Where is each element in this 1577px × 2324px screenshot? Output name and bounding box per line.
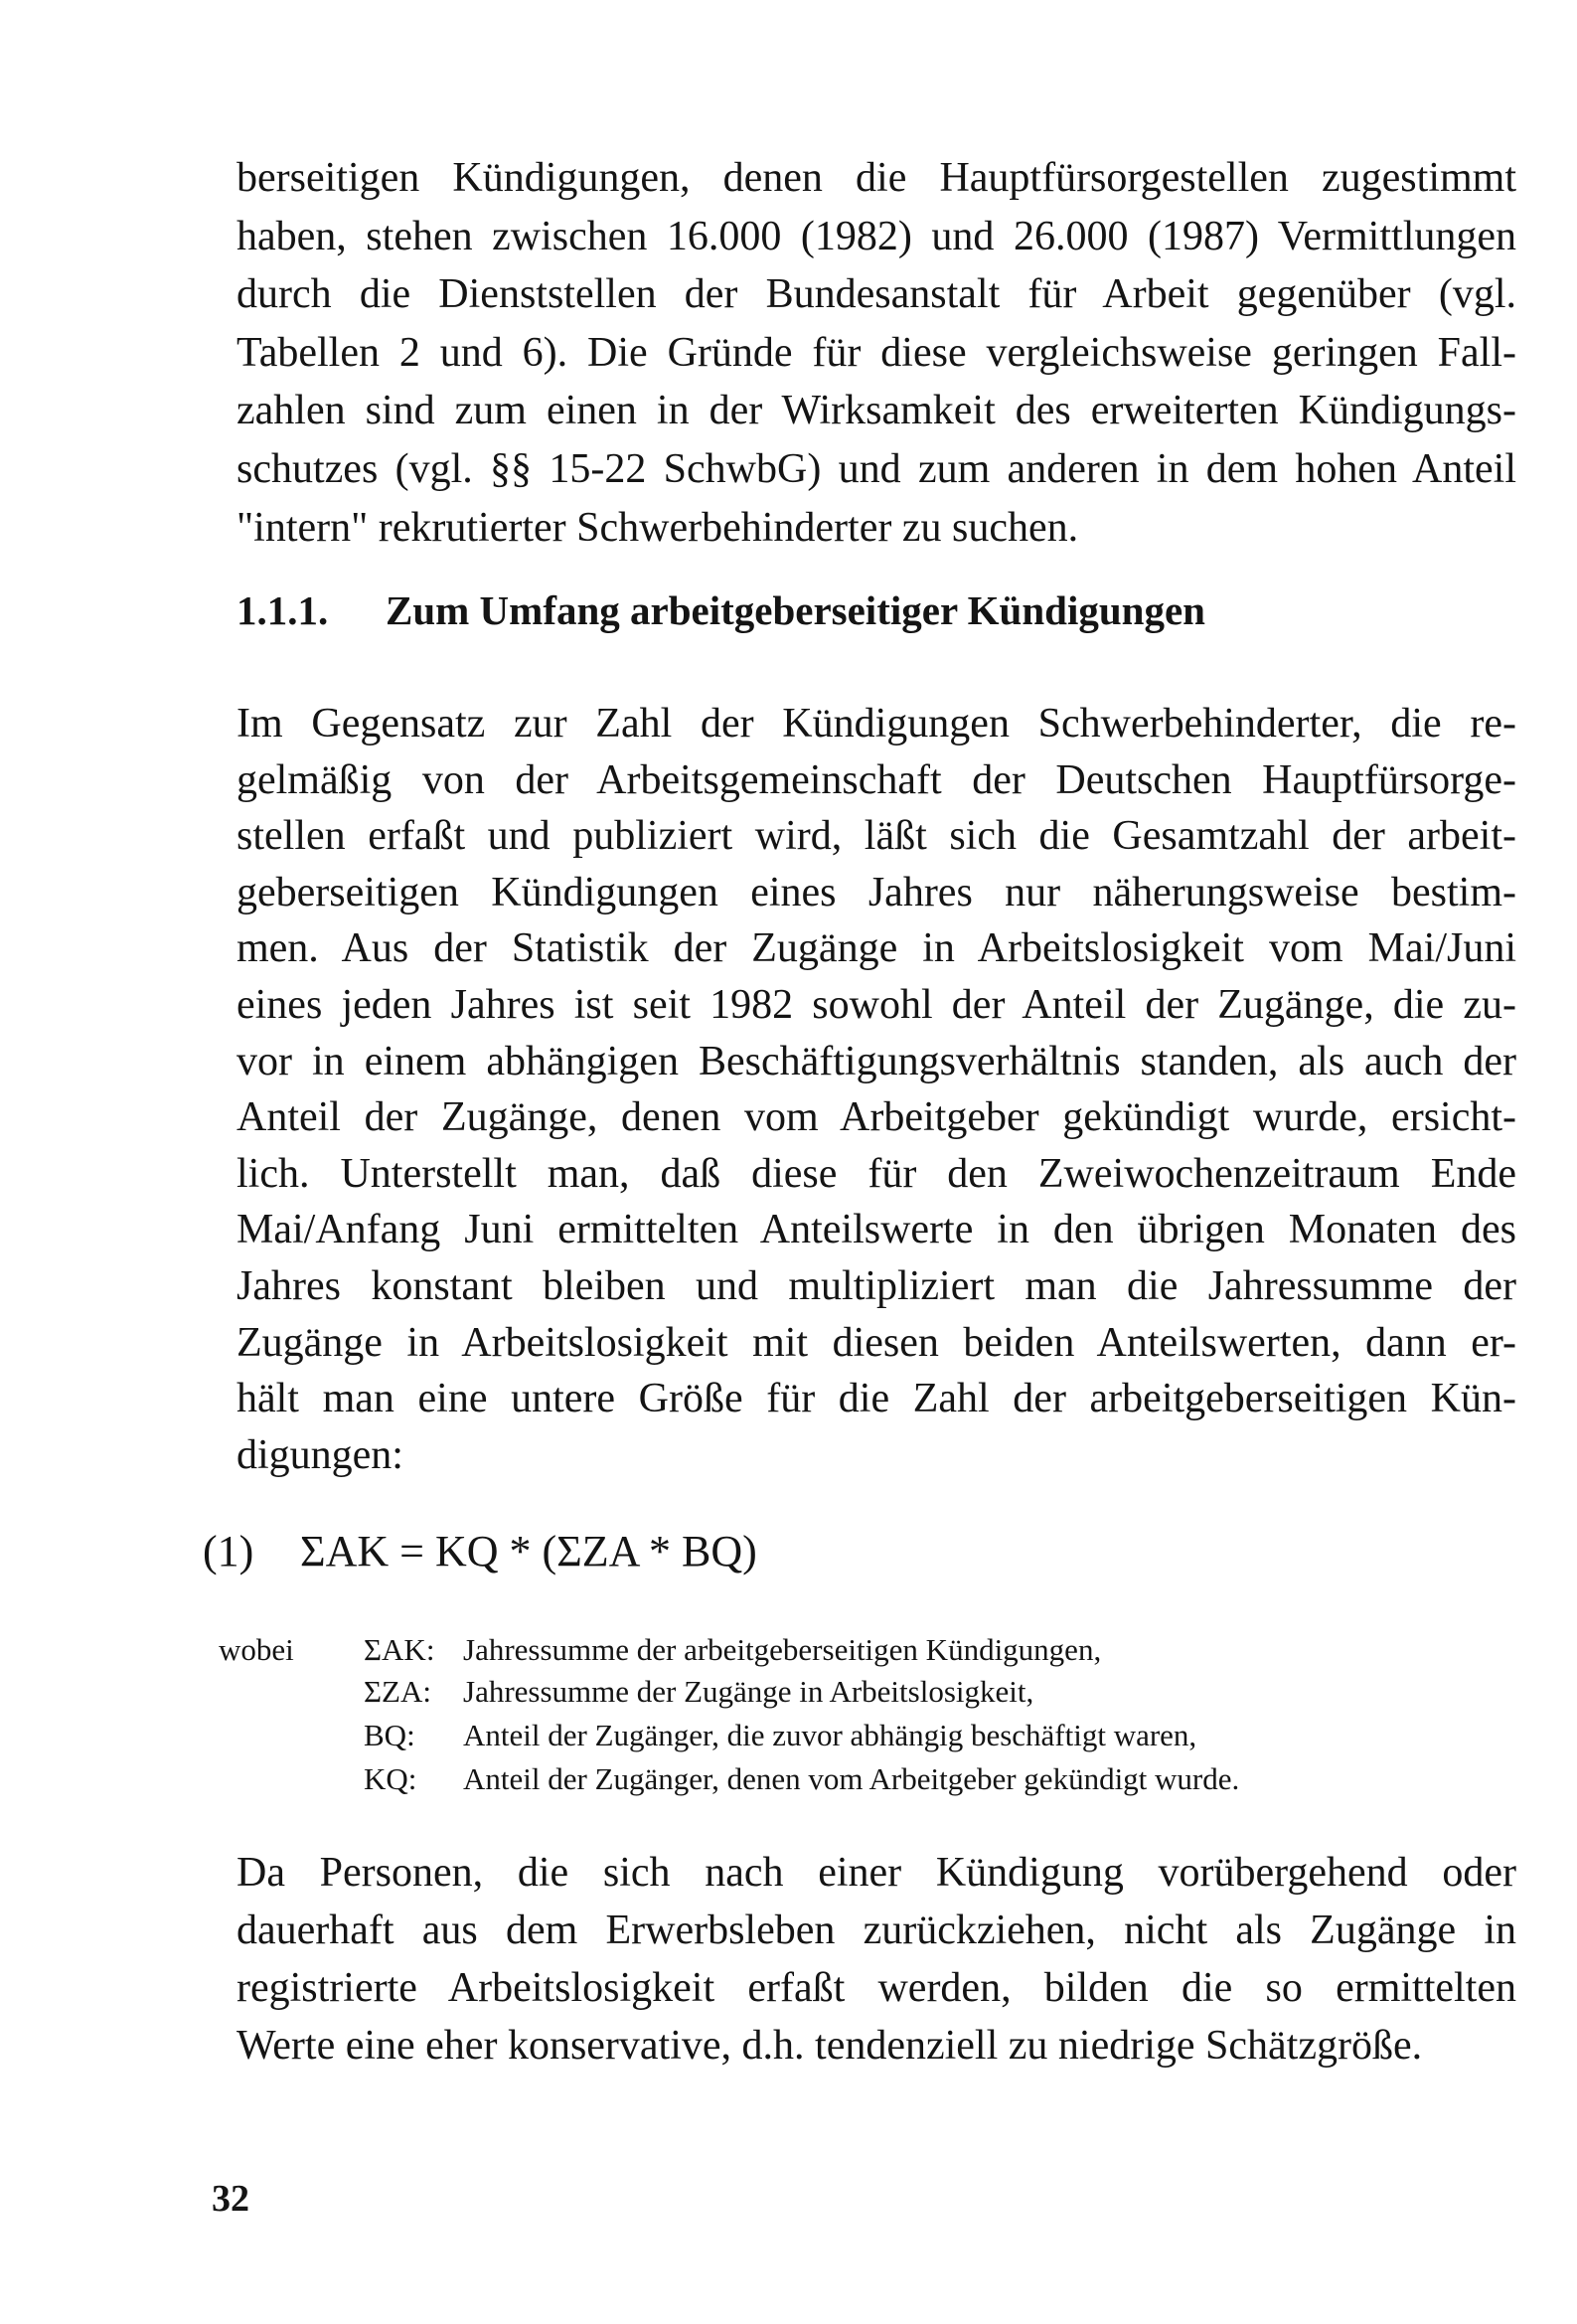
- definition-item: [364, 1757, 1239, 1801]
- definition-text: Anteil der Zugänger, denen vom Arbeitgeber gekündigt wurde.: [463, 1761, 1240, 1796]
- text-line: Mai/Anfang Juni ermittelten Anteilswerte in den übrigen Monaten des: [237, 1207, 1516, 1253]
- definition-symbol: ΣZA:: [364, 1674, 431, 1709]
- text-line: Anteil der Zugänge, denen vom Arbeitgeber gekündigt wurde, ersicht-: [237, 1094, 1516, 1141]
- definition-symbol: BQ:: [364, 1718, 415, 1752]
- definition-text: Anteil der Zugänger, die zuvor abhängig beschäftigt waren,: [463, 1718, 1197, 1752]
- paragraph-body: [237, 696, 1516, 1483]
- definition-item: [364, 1628, 1101, 1672]
- definition-text: Jahressumme der Zugänge in Arbeitslosigkeit,: [463, 1674, 1034, 1709]
- formula: [203, 1526, 757, 1577]
- section-number: 1.1.1.: [237, 587, 329, 633]
- text-line: vor in einem abhängigen Beschäftigungsverhältnis standen, als auch der: [237, 1038, 1516, 1084]
- text-line: men. Aus der Statistik der Zugänge in Arbeitslosigkeit vom Mai/Juni: [237, 925, 1516, 972]
- text-line: berseitigen Kündigungen, denen die Hauptfürsorgestellen zugestimmt: [237, 155, 1516, 201]
- definition-symbol: KQ:: [364, 1761, 417, 1796]
- text-line: zahlen sind zum einen in der Wirksamkeit des erweiterten Kündigungs-: [237, 388, 1516, 434]
- text-line: registrierte Arbeitslosigkeit erfaßt werden, bilden die so ermittelten: [237, 1965, 1516, 2011]
- text-line: Da Personen, die sich nach einer Kündigung vorübergehend oder: [237, 1850, 1516, 1896]
- definition-item: [364, 1670, 1033, 1714]
- definition-item: [364, 1714, 1196, 1757]
- text-line: schutzes (vgl. §§ 15-22 SchwbG) und zum anderen in dem hohen Anteil: [237, 445, 1516, 492]
- formula-label: (1): [203, 1527, 254, 1576]
- section-heading: [237, 586, 1205, 634]
- section-title: Zum Umfang arbeitgeberseitiger Kündigungen: [386, 587, 1205, 633]
- text-line: hält man eine untere Größe für die Zahl der arbeitgeberseitigen Kün-: [237, 1376, 1516, 1422]
- text-line: lich. Unterstellt man, daß diese für den Zweiwochenzeitraum Ende: [237, 1150, 1516, 1197]
- text-line: haben, stehen zwischen 16.000 (1982) und 26.000 (1987) Vermittlungen: [237, 213, 1516, 259]
- text-line: durch die Dienststellen der Bundesanstalt für Arbeit gegenüber (vgl.: [237, 271, 1516, 318]
- text-line: gelmäßig von der Arbeitsgemeinschaft der Deutschen Hauptfürsorge-: [237, 756, 1516, 803]
- text-line: "intern" rekrutierter Schwerbehinderter zu suchen.: [237, 504, 1079, 551]
- text-line: Jahres konstant bleiben und multipliziert man die Jahressumme der: [237, 1262, 1516, 1309]
- text-line: digungen:: [237, 1431, 403, 1478]
- text-line: geberseitigen Kündigungen eines Jahres nur näherungsweise bestim-: [237, 869, 1516, 915]
- text-line: Tabellen 2 und 6). Die Gründe für diese vergleichsweise geringen Fall-: [237, 329, 1516, 376]
- paragraph-conclusion: [237, 1844, 1516, 2075]
- text-line: stellen erfaßt und publiziert wird, läßt sich die Gesamtzahl der arbeit-: [237, 813, 1516, 860]
- definition-text: Jahressumme der arbeitgeberseitigen Kündigungen,: [463, 1632, 1102, 1667]
- definitions-intro: wobei: [219, 1632, 294, 1667]
- page-number: 32: [212, 2178, 249, 2220]
- formula-expression: ΣAK = KQ * (ΣZA * BQ): [300, 1527, 757, 1576]
- text-line: Werte eine eher konservative, d.h. tendenziell zu niedrige Schätzgröße.: [237, 2023, 1423, 2069]
- text-line: dauerhaft aus dem Erwerbsleben zurückziehen, nicht als Zugänge in: [237, 1908, 1516, 1953]
- text-line: Zugänge in Arbeitslosigkeit mit diesen beiden Anteilswerten, dann er-: [237, 1319, 1516, 1366]
- definition-symbol: ΣAK:: [364, 1632, 435, 1667]
- paragraph-intro: [237, 149, 1516, 557]
- text-line: eines jeden Jahres ist seit 1982 sowohl der Anteil der Zugänge, die zu-: [237, 981, 1516, 1028]
- text-line: Im Gegensatz zur Zahl der Kündigungen Schwerbehinderter, die re-: [237, 701, 1516, 747]
